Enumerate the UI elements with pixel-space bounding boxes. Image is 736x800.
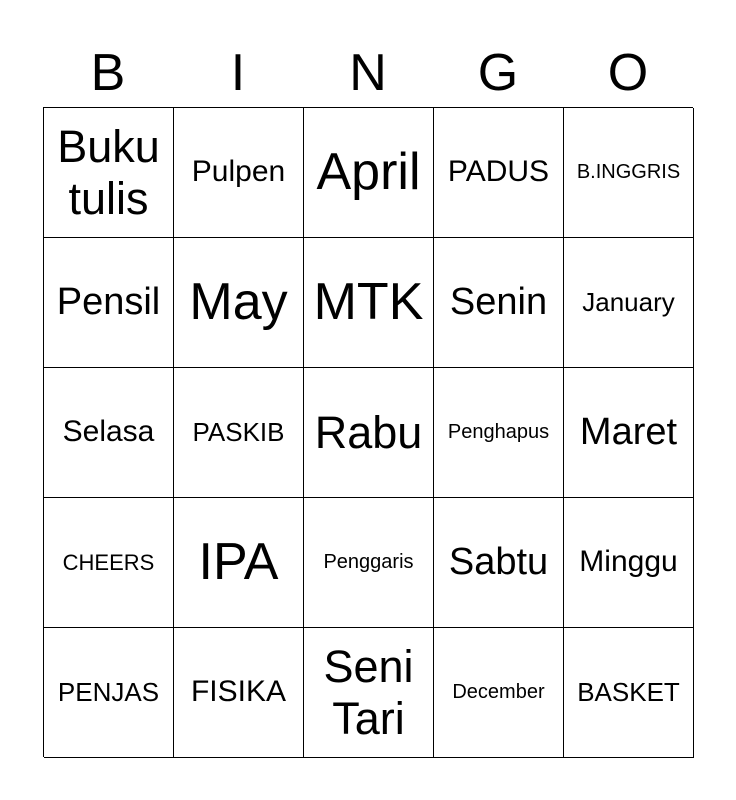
cell-text: April xyxy=(316,142,421,201)
cell-text: Pulpen xyxy=(191,155,286,189)
header-letter-n: N xyxy=(349,44,387,102)
cell-text: IPA xyxy=(198,532,279,591)
cell-text: Rabu xyxy=(314,406,423,458)
cell-text: Seni Tari xyxy=(323,640,414,744)
cell-text: CHEERS xyxy=(62,549,155,575)
bingo-cell[interactable] xyxy=(44,238,174,368)
bingo-board xyxy=(43,107,693,757)
bingo-cell[interactable] xyxy=(44,108,174,238)
bingo-cell[interactable] xyxy=(564,628,694,758)
cell-text: PADUS xyxy=(447,155,550,189)
bingo-header xyxy=(43,40,693,106)
header-letter-g: G xyxy=(477,44,519,102)
bingo-cell[interactable] xyxy=(564,498,694,628)
header-letter-i: I xyxy=(230,44,246,102)
bingo-cell[interactable] xyxy=(304,368,434,498)
bingo-cell[interactable] xyxy=(44,628,174,758)
cell-text: Buku tulis xyxy=(57,120,160,224)
bingo-cell[interactable] xyxy=(44,368,174,498)
bingo-cell[interactable] xyxy=(434,108,564,238)
cell-text: May xyxy=(189,272,288,331)
bingo-cell[interactable] xyxy=(434,238,564,368)
cell-text: Senin xyxy=(449,280,548,323)
cell-text: December xyxy=(452,681,545,703)
cell-text: FISIKA xyxy=(190,675,287,709)
cell-text: Selasa xyxy=(62,415,155,449)
bingo-cell[interactable] xyxy=(304,108,434,238)
bingo-cell[interactable] xyxy=(174,108,304,238)
bingo-cell[interactable] xyxy=(564,108,694,238)
bingo-cell[interactable] xyxy=(174,368,304,498)
bingo-cell[interactable] xyxy=(304,238,434,368)
cell-text: MTK xyxy=(313,272,424,331)
bingo-cell[interactable] xyxy=(564,368,694,498)
bingo-cell[interactable] xyxy=(434,368,564,498)
cell-text: Penggaris xyxy=(323,551,414,573)
cell-text: Minggu xyxy=(579,545,678,579)
cell-text: January xyxy=(582,286,675,317)
header-letter-b: B xyxy=(90,44,126,102)
bingo-cell[interactable] xyxy=(434,628,564,758)
cell-text: PENJAS xyxy=(57,676,160,707)
cell-text: B.INGGRIS xyxy=(576,161,681,183)
cell-text: Sabtu xyxy=(448,540,549,583)
cell-text: Penghapus xyxy=(447,421,550,443)
cell-text: BASKET xyxy=(577,676,680,707)
bingo-cell[interactable] xyxy=(44,498,174,628)
bingo-cell[interactable] xyxy=(434,498,564,628)
header-letter-o: O xyxy=(607,44,649,102)
bingo-cell[interactable] xyxy=(304,498,434,628)
bingo-cell[interactable] xyxy=(174,238,304,368)
cell-text: PASKIB xyxy=(192,416,285,447)
bingo-cell[interactable] xyxy=(174,628,304,758)
bingo-cell[interactable] xyxy=(564,238,694,368)
bingo-cell[interactable] xyxy=(304,628,434,758)
cell-text: Pensil xyxy=(56,280,161,323)
bingo-cell[interactable] xyxy=(174,498,304,628)
cell-text: Maret xyxy=(579,410,678,453)
